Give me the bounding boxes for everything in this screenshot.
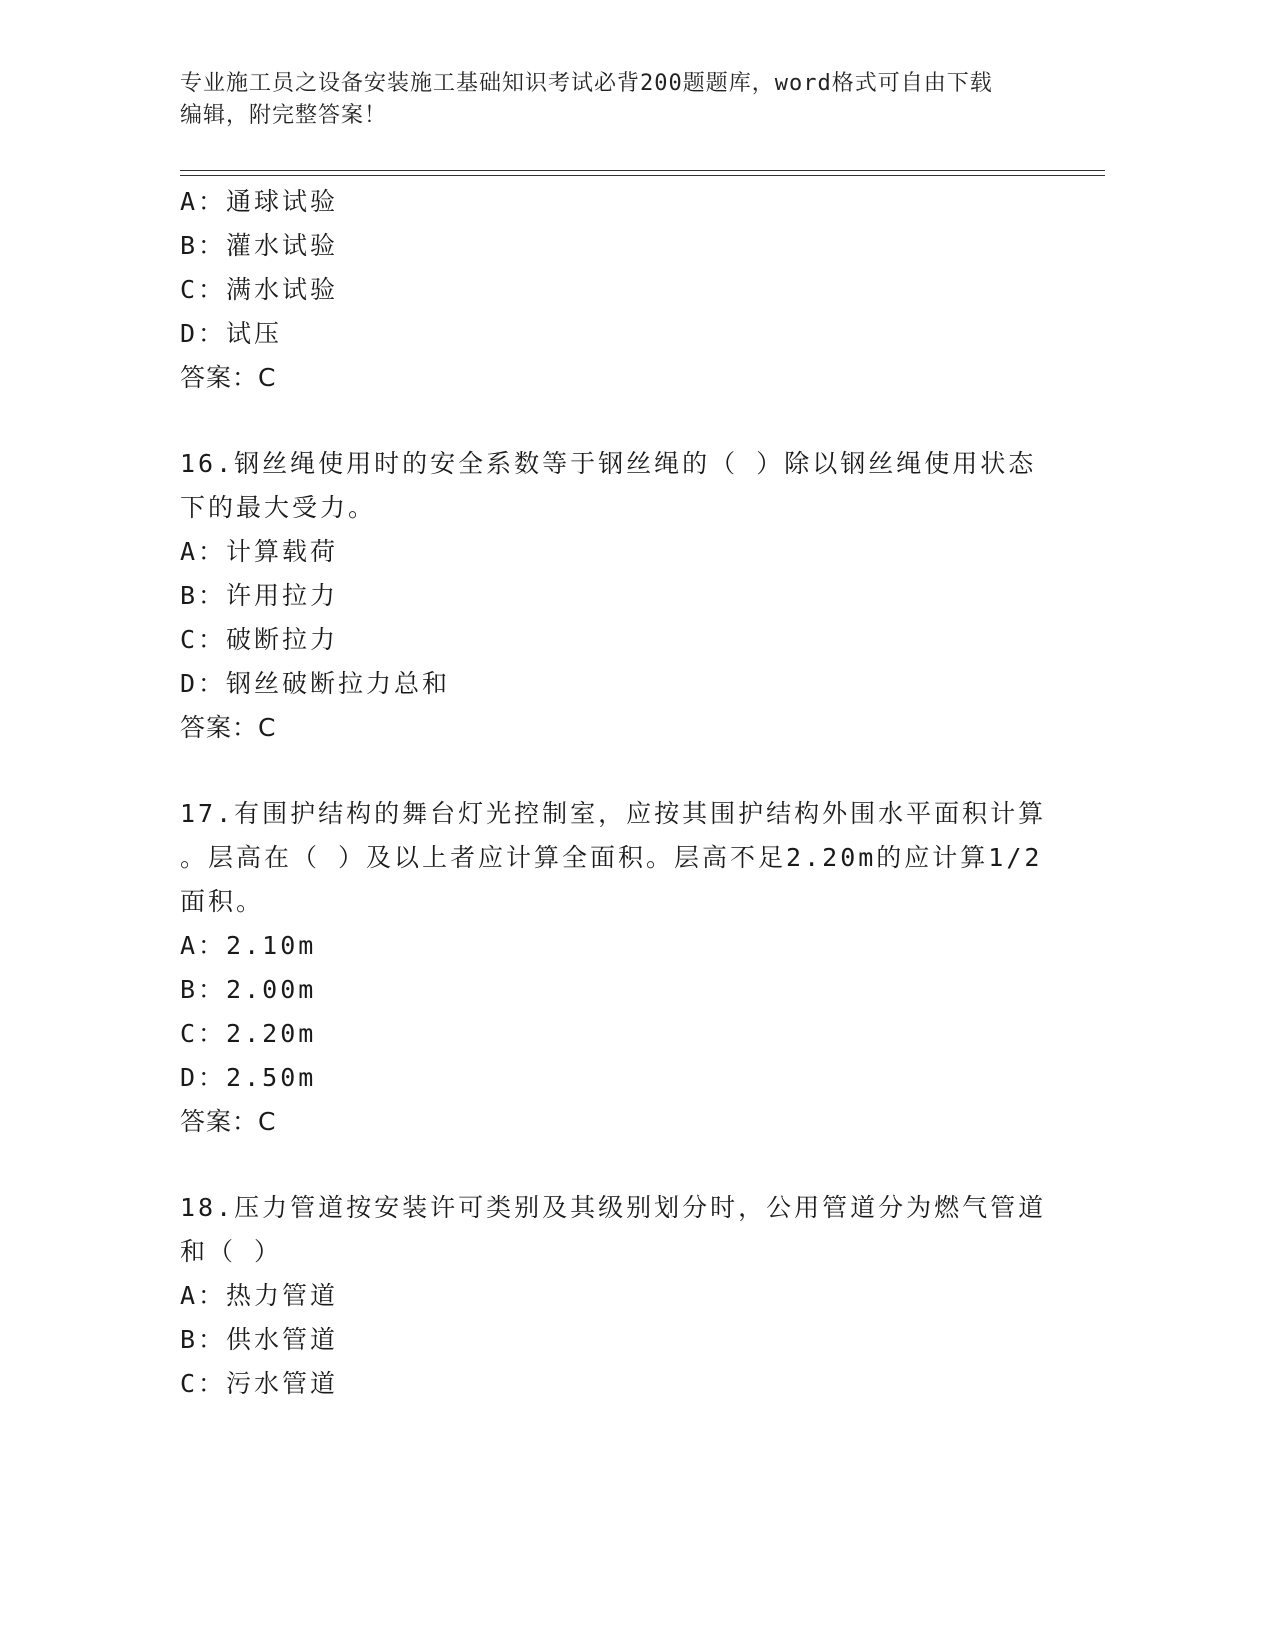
header-line-2: 编辑，附完整答案！: [180, 103, 388, 128]
question-17-text-line-1: 17.有围护结构的舞台灯光控制室，应按其围护结构外围水平面积计算: [180, 799, 1047, 828]
question-17-block: [180, 792, 1060, 1144]
question-18-text-line-1: 18.压力管道按安装许可类别及其级别划分时，公用管道分为燃气管道: [180, 1193, 1047, 1222]
question-18-option-c: C：污水管道: [180, 1369, 339, 1398]
spacer: [180, 750, 1060, 792]
question-15-block: [180, 180, 1060, 400]
header-line-1: 专业施工员之设备安装施工基础知识考试必背200题题库，word格式可自由下载: [180, 71, 993, 96]
question-content: [180, 180, 1060, 1406]
question-15-answer: 答案：C: [180, 363, 277, 392]
question-18-text-line-2: 和（ ）: [180, 1237, 283, 1266]
question-18-block: [180, 1186, 1060, 1406]
question-17-option-c: C：2.20m: [180, 1019, 317, 1048]
question-15-option-c: C：满水试验: [180, 275, 339, 304]
question-16-option-d: D：钢丝破断拉力总和: [180, 669, 451, 698]
question-16-option-a: A：计算载荷: [180, 537, 339, 566]
spacer: [180, 400, 1060, 442]
question-15-option-a: A：通球试验: [180, 187, 339, 216]
document-header: [180, 68, 1040, 132]
question-16-text-line-1: 16.钢丝绳使用时的安全系数等于钢丝绳的（ ）除以钢丝绳使用状态: [180, 449, 1037, 478]
question-16-text-line-2: 下的最大受力。: [180, 493, 377, 522]
question-17-option-d: D：2.50m: [180, 1063, 317, 1092]
question-17-text-line-2: 。层高在（ ）及以上者应计算全面积。层高不足2.20m的应计算1/2: [180, 843, 1043, 872]
question-16-option-b: B：许用拉力: [180, 581, 339, 610]
question-17-option-a: A：2.10m: [180, 931, 317, 960]
header-divider-bottom: [180, 175, 1105, 176]
question-16-block: [180, 442, 1060, 750]
question-18-option-a: A：热力管道: [180, 1281, 339, 1310]
question-17-text-line-3: 面积。: [180, 887, 265, 916]
question-16-option-c: C：破断拉力: [180, 625, 339, 654]
spacer: [180, 1144, 1060, 1186]
question-15-option-d: D：试压: [180, 319, 283, 348]
header-divider-top: [180, 170, 1105, 171]
question-17-option-b: B：2.00m: [180, 975, 317, 1004]
question-15-option-b: B：灌水试验: [180, 231, 339, 260]
question-16-answer: 答案：C: [180, 713, 277, 742]
question-17-answer: 答案：C: [180, 1107, 277, 1136]
question-18-option-b: B：供水管道: [180, 1325, 339, 1354]
